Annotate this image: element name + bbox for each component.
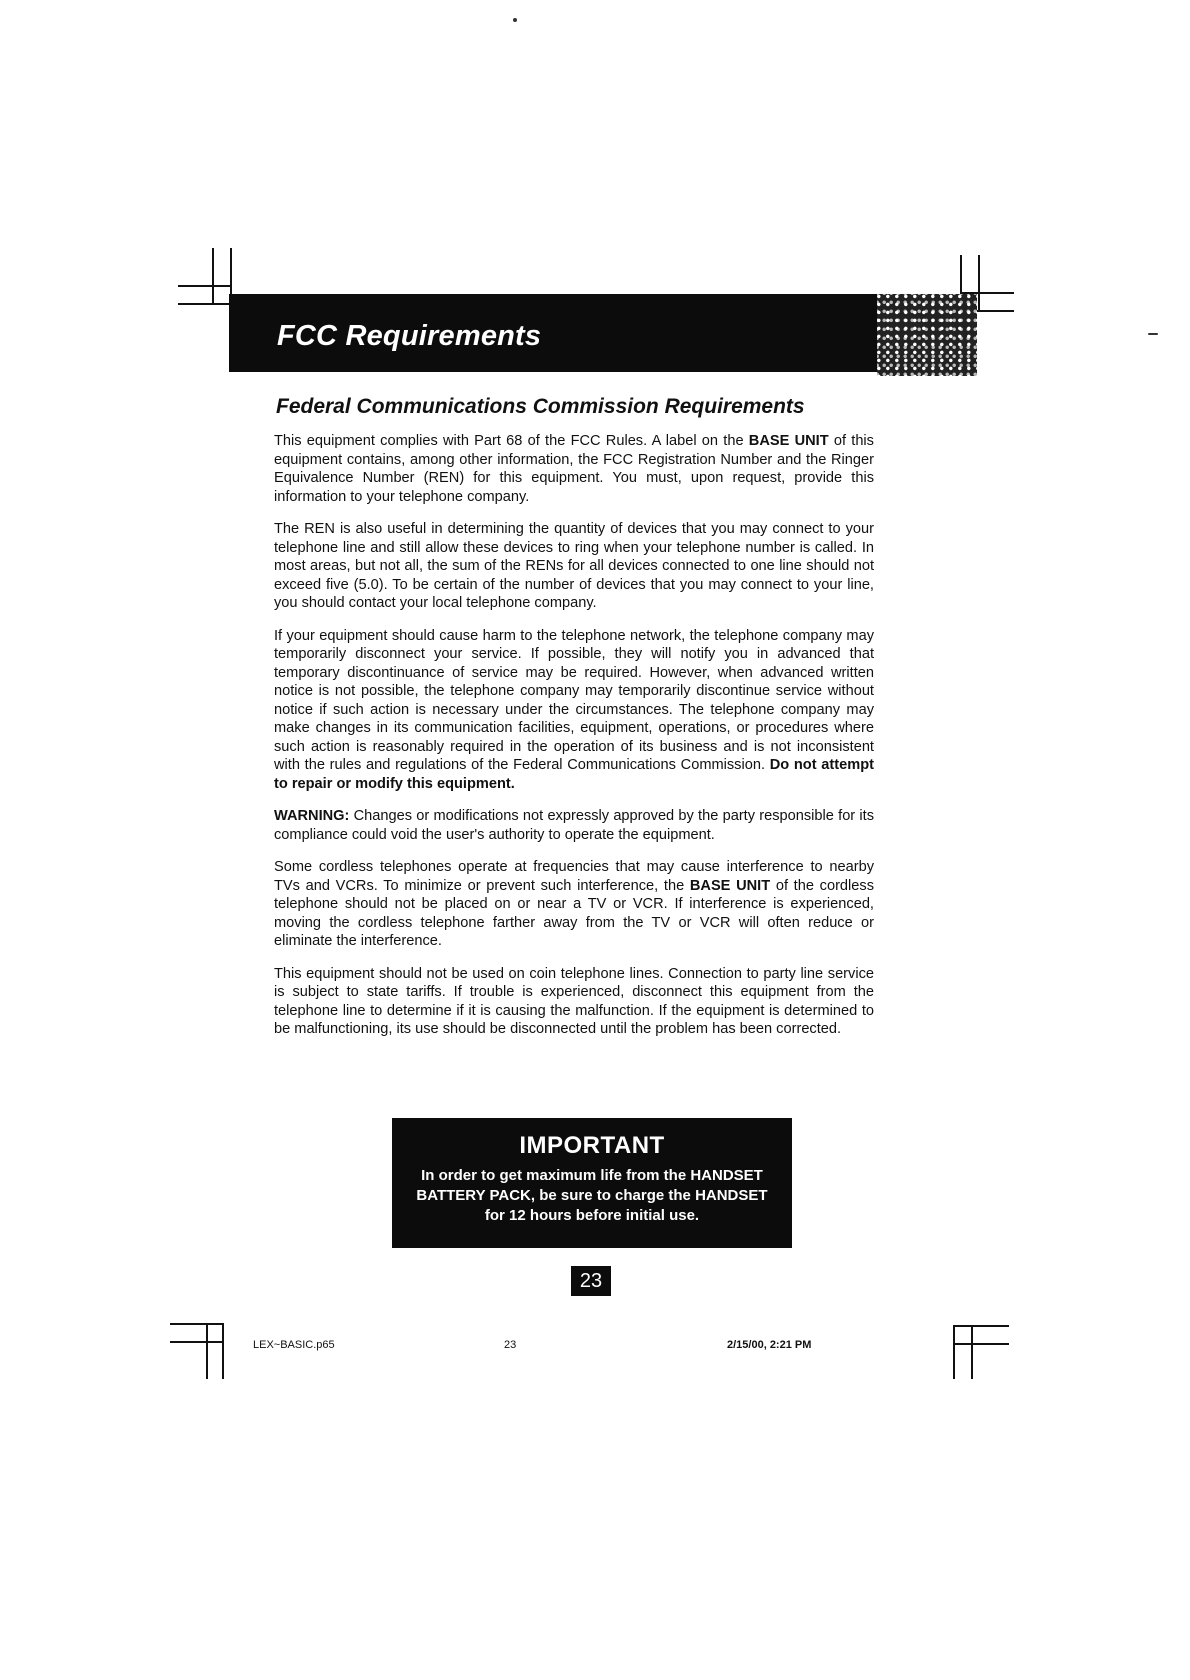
footer-file-name: LEX~BASIC.p65 xyxy=(253,1339,335,1351)
warning-label: WARNING: xyxy=(274,808,350,824)
text-run: This equipment complies with Part 68 of the FCC Rules. A label on the xyxy=(274,433,749,449)
crop-mark xyxy=(206,1323,208,1379)
page-title: FCC Requirements xyxy=(277,320,542,352)
crop-mark xyxy=(953,1343,1009,1345)
paragraph-label-info xyxy=(274,432,874,506)
paragraph-ren: The REN is also useful in determining the quantity of devices that you may connect to your telephone line and still allow these devices to ring when your telephone number is called. In most areas, but not all, the sum of the RENs for all devices connected to one line should not exceed five (5.0). To be certain of the number of devices that you may connect to your line, you should contact your local telephone company. xyxy=(274,521,874,611)
section-heading: Federal Communications Commission Requirements xyxy=(276,395,805,418)
crop-mark xyxy=(170,1323,222,1325)
page-number-badge: 23 xyxy=(571,1266,611,1296)
text-run-bold: BASE UNIT xyxy=(748,433,829,449)
crop-mark xyxy=(953,1325,955,1379)
footer-date: 2/15/00, 2:21 PM xyxy=(727,1339,812,1351)
text-run-bold: BASE UNIT xyxy=(689,877,771,894)
text-run: of the cordless telephone should not be placed on or near a TV or VCR. If interference is experienced, moving the cordless telephone farther away from the TV or VCR will often reduce or eliminate the interference. xyxy=(274,877,874,949)
crop-mark xyxy=(178,303,230,305)
text-run: If your equipment should cause harm to the telephone network, the telephone company may temporarily disconnect your service. If possible, they will notify you in advanced that temporary discontinuance of service may be required. However, when advanced written notice is not possible, the telephone company may temporarily discontinue service without notice if such action is necessary under the circumstances. The telephone company may make changes in its communication facilities, equipment, operations, or procedures where such action is reasonably required in the operation of its business and is not inconsistent with the rules and regulations of the Federal Communications Commission. xyxy=(274,627,874,773)
paragraph-coin-lines: This equipment should not be used on coin telephone lines. Connection to party line service is subject to state tariffs. If trouble is experienced, disconnect this equipment from the telephone line to determine if it is causing the malfunction. If the equipment is determined to be malfunctioning, its use should be disconnected until the problem has been corrected. xyxy=(274,965,874,1037)
crop-mark xyxy=(222,1323,224,1379)
body-text xyxy=(274,432,874,1053)
scan-speck xyxy=(1148,333,1158,335)
crop-mark xyxy=(978,255,980,310)
crop-mark xyxy=(212,248,214,304)
crop-mark xyxy=(178,285,230,287)
crop-mark xyxy=(971,1325,973,1379)
paragraph-network-harm xyxy=(274,627,874,794)
text-run: Some cordless telephones operate at frequencies that may cause interference to nearby TVs and VCRs. To minimize or prevent such interference, the xyxy=(274,859,874,894)
important-text: In order to get maximum life from the HANDSET BATTERY PACK, be sure to charge the HANDSET for 12 hours before initial use. xyxy=(416,1167,768,1224)
header-texture-graphic xyxy=(877,294,977,376)
crop-mark xyxy=(170,1341,222,1343)
scan-speck xyxy=(513,18,517,22)
header-bar xyxy=(229,294,977,372)
footer-page-number: 23 xyxy=(504,1339,517,1351)
important-notice xyxy=(392,1118,792,1248)
paragraph-warning xyxy=(274,807,874,844)
crop-mark xyxy=(953,1325,1009,1327)
text-run: Changes or modifications not expressly approved by the party responsible for its compliance could void the user's authority to operate the equipment. xyxy=(274,808,874,843)
paragraph-interference xyxy=(274,858,874,951)
text-run: of this equipment contains, among other information, the FCC Registration Number and the Ringer Equivalence Number (REN) for this equipment. You must, upon request, provide this information to your telephone company. xyxy=(274,433,874,505)
important-title: IMPORTANT xyxy=(519,1132,665,1159)
text-run-bold: Do not attempt to repair or modify this equipment. xyxy=(274,757,874,792)
